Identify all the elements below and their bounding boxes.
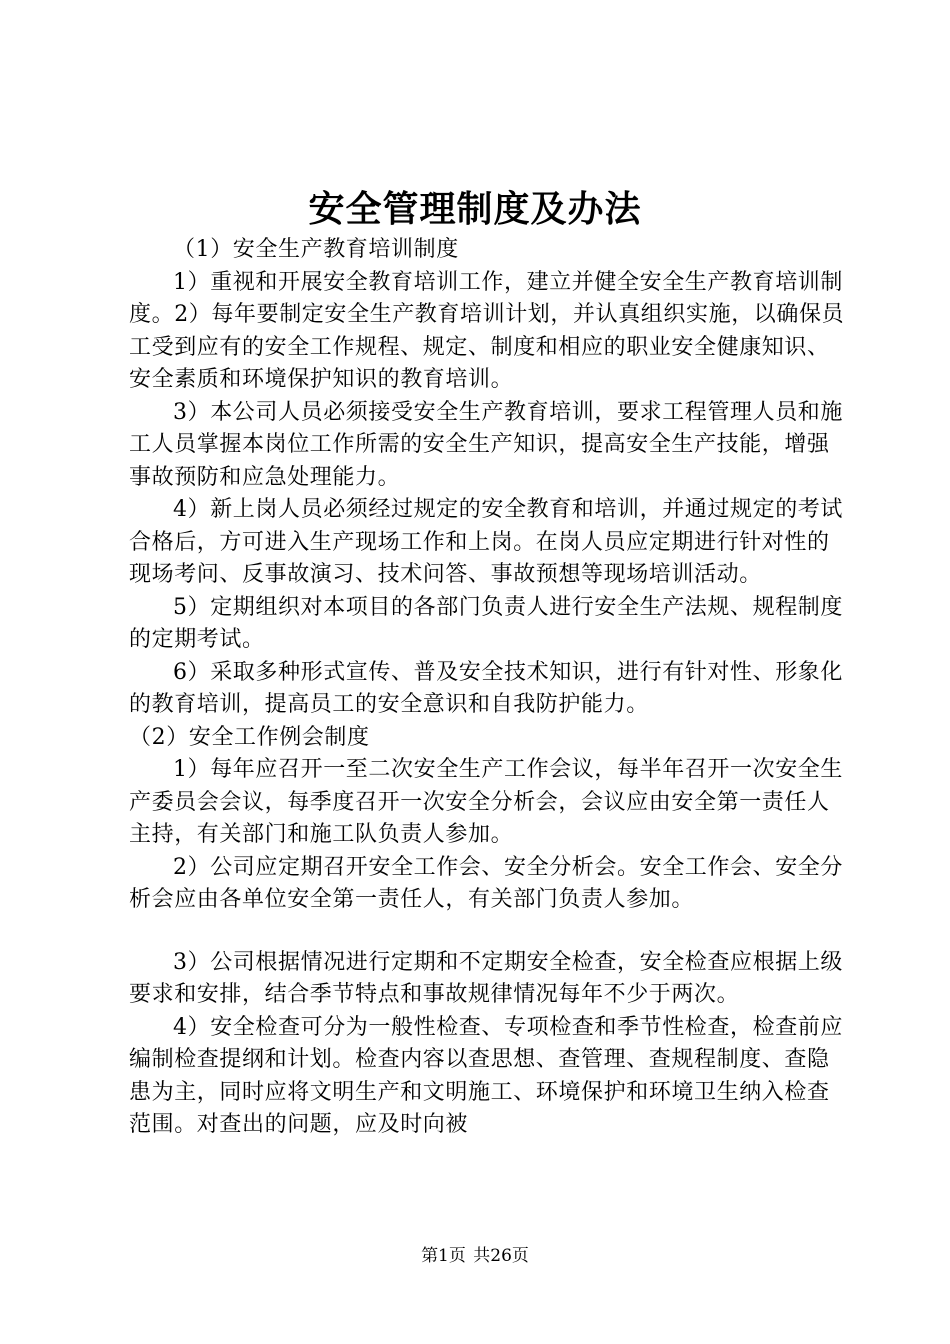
paragraph: 3）本公司人员必须接受安全生产教育培训，要求工程管理人员和施工人员掌握本岗位工作所需的安全生产知识，提高安全生产技能，增强事故预防和应急处理能力。	[129, 399, 843, 490]
paragraph: 1）每年应召开一至二次安全生产工作会议，每半年召开一次安全生产委员会会议，每季度召开一次安全分析会，会议应由安全第一责任人主持，有关部门和施工队负责人参加。	[129, 757, 843, 847]
paragraph: 2）公司应定期召开安全工作会、安全分析会。安全工作会、安全分析会应由各单位安全第一责任人，有关部门负责人参加。	[129, 854, 843, 912]
document-title: 安全管理制度及办法	[308, 188, 642, 230]
page-footer: 第1页 共26页	[421, 1246, 529, 1266]
paragraph: 4）新上岗人员必须经过规定的安全教育和培训，并通过规定的考试合格后，方可进入生产现场工作和上岗。在岗人员应定期进行针对性的现场考问、反事故演习、技术问答、事故预想等现场培训活动。	[129, 497, 843, 587]
document-body	[129, 234, 845, 1142]
paragraph: 3）公司根据情况进行定期和不定期安全检查，安全检查应根据上级要求和安排，结合季节特点和事故规律情况每年不少于两次。	[129, 949, 843, 1007]
section-heading-1: （1）安全生产教育培训制度	[173, 237, 459, 262]
paragraph: 4）安全检查可分为一般性检查、专项检查和季节性检查，检查前应编制检查提纲和计划。检查内容以查思想、查管理、查规程制度、查隐患为主，同时应将文明生产和文明施工、环境保护和环境卫生纳入检查范围。对查出的问题，应及时向被	[129, 1014, 843, 1137]
section-heading-2: （2）安全工作例会制度	[129, 724, 370, 750]
paragraph: 5）定期组织对本项目的各部门负责人进行安全生产法规、规程制度的定期考试。	[129, 594, 843, 652]
paragraph: 6）采取多种形式宣传、普及安全技术知识，进行有针对性、形象化的教育培训，提高员工的安全意识和自我防护能力。	[129, 659, 843, 717]
paragraph: 1）重视和开展安全教育培训工作，建立并健全安全生产教育培训制度。2）每年要制定安全生产教育培训计划，并认真组织实施，以确保员工受到应有的安全工作规程、规定、制度和相应的职业安全健康知识、安全素质和环境保护知识的教育培训。	[129, 269, 845, 392]
paragraph-spacer	[129, 917, 845, 947]
